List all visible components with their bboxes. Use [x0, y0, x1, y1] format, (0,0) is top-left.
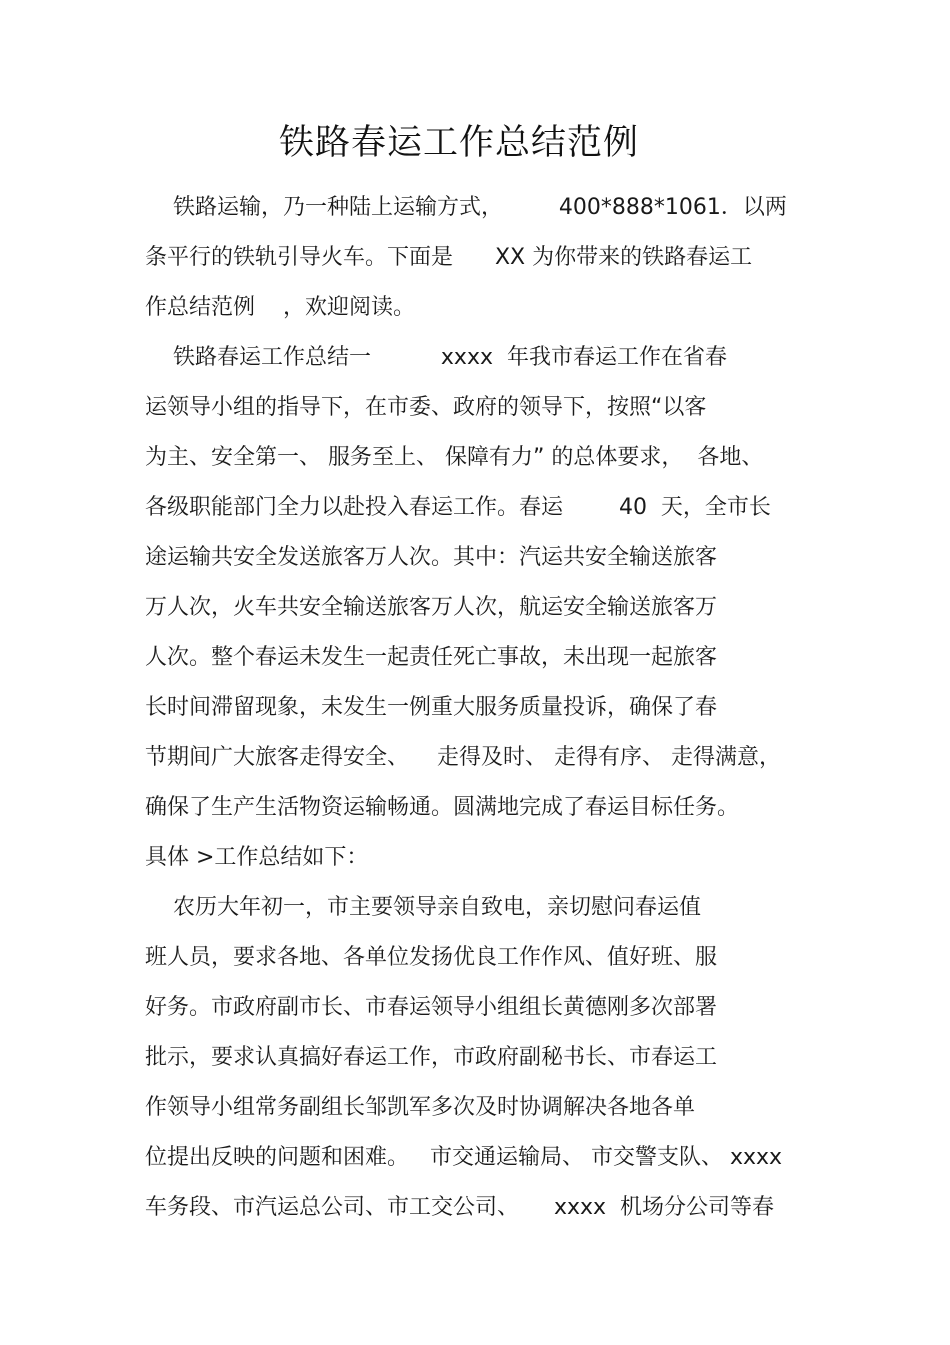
- body-line-20: 位提出反映的问题和困难。 市交通运输局、 市交警支队、 xxxx: [145, 1145, 783, 1170]
- body-line-14: 具体 >工作总结如下：: [145, 845, 369, 870]
- body-line-3: 作总结范例 ，欢迎阅读。: [145, 295, 415, 320]
- body-line-15: 农历大年初一，市主要领导亲自致电，亲切慰问春运值: [145, 895, 701, 920]
- body-line-6: 为主、安全第一、 服务至上、 保障有力” 的总体要求， 各地、: [145, 445, 764, 470]
- body-line-2: 条平行的铁轨引导火车。下面是 XX 为你带来的铁路春运工: [145, 245, 753, 270]
- body-line-7: 各级职能部门全力以赴投入春运工作。春运 40 天，全市长: [145, 495, 771, 520]
- document-title: 铁路春运工作总结范例: [278, 123, 639, 163]
- body-line-9: 万人次，火车共安全输送旅客万人次，航运安全输送旅客万: [145, 595, 718, 620]
- body-line-4: 铁路春运工作总结一 xxxx 年我市春运工作在省春: [145, 345, 727, 370]
- body-line-1: 铁路运输，乃一种陆上运输方式， 400*888*1061．以两: [145, 195, 787, 220]
- body-line-11: 长时间滞留现象，未发生一例重大服务质量投诉，确保了春: [145, 695, 718, 720]
- body-line-21: 车务段、市汽运总公司、市工交公司、 xxxx 机场分公司等春: [145, 1195, 775, 1220]
- body-line-18: 批示，要求认真搞好春运工作，市政府副秘书长、市春运工: [145, 1045, 718, 1070]
- body-line-13: 确保了生产生活物资运输畅通。圆满地完成了春运目标任务。: [145, 795, 740, 820]
- body-line-8: 途运输共安全发送旅客万人次。其中：汽运共安全输送旅客: [145, 545, 718, 570]
- body-line-19: 作领导小组常务副组长邹凯军多次及时协调解决各地各单: [145, 1095, 696, 1120]
- body-line-17: 好务。市政府副市长、市春运领导小组组长黄德刚多次部署: [145, 995, 718, 1020]
- body-line-5: 运领导小组的指导下，在市委、政府的领导下，按照“以客: [145, 395, 707, 420]
- body-line-10: 人次。整个春运未发生一起责任死亡事故，未出现一起旅客: [145, 645, 718, 670]
- body-line-12: 节期间广大旅客走得安全、 走得及时、 走得有序、 走得满意，: [145, 745, 781, 770]
- body-line-16: 班人员，要求各地、各单位发扬优良工作作风、值好班、服: [145, 945, 718, 970]
